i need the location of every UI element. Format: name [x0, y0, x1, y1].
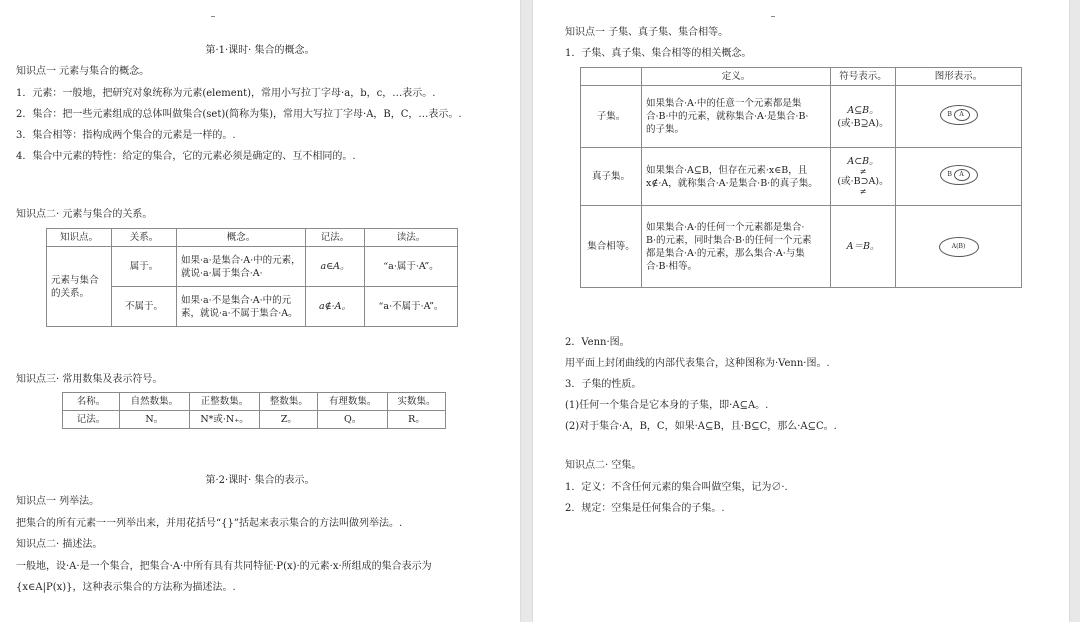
venn-diagram: [940, 165, 978, 185]
kp1-line: 2．集合：把一些元素组成的总体叫做集合(set)(简称为集)，常用大写拉丁字母·A，B，C，…表示。.: [16, 109, 462, 120]
table-cell: a∉·A。: [306, 287, 365, 327]
r-kp2-line: 2．规定：空集是任何集合的子集。.: [565, 503, 725, 514]
concept-line: 如果·a·不是集合·A·中的元: [181, 294, 292, 306]
venn-heading: 2．Venn·图。: [565, 337, 630, 348]
table-cell: 自然数集。: [120, 393, 190, 411]
table-cell: 真子集。: [581, 148, 642, 206]
venn-text: 用平面上封闭曲线的内部代表集合，这种图称为·Venn·图。.: [565, 358, 830, 369]
lesson2-title: 第·2·课时· 集合的表示。: [205, 475, 315, 486]
def-line: 合·B·相等。: [646, 260, 698, 272]
table-cell: [896, 206, 1022, 288]
def-line: 合·B·中的元素，就称集合·A·是集合·B·: [646, 111, 809, 122]
table-cell: Z。: [260, 411, 318, 429]
table-cell: N。: [120, 411, 190, 429]
venn-inner-label: A: [954, 169, 970, 181]
prop-line: (1)任何一个集合是它本身的子集，即·A⊆A。.: [565, 400, 769, 411]
symbol: A⊆B。: [847, 104, 879, 116]
table-cell: A＝B。: [831, 206, 896, 288]
venn-outer-label: B: [947, 170, 952, 178]
table-cell: [642, 148, 831, 206]
table-cell: 正整数集。: [189, 393, 260, 411]
kp3-heading: 知识点三· 常用数集及表示符号。: [16, 374, 163, 385]
table-header: 读法。: [365, 229, 458, 247]
table-cell: 整数集。: [260, 393, 318, 411]
header-mark: [771, 16, 775, 17]
header-mark: [211, 16, 215, 17]
kp4-text: 把集合的所有元素一一列举出来，并用花括号“{}”括起来表示集合的方法叫做列举法。.: [16, 518, 403, 529]
table-header: 符号表示。: [831, 68, 896, 86]
r-kp1-heading: 知识点一 子集、真子集、集合相等。: [565, 27, 729, 38]
subset-concept-table: [580, 67, 1022, 288]
table-header: 定义。: [642, 68, 831, 86]
table-cell: 有理数集。: [318, 393, 388, 411]
table-cell: [642, 86, 831, 148]
def-line: 都是集合·A·的元素，那么集合·A·与集: [646, 247, 805, 259]
symbol: (或·B⊃A)。: [837, 175, 889, 187]
table-cell: Q。: [318, 411, 388, 429]
table-header: 记法。: [306, 229, 365, 247]
table-header: 关系。: [112, 229, 177, 247]
kp1-line: 4．集合中元素的特性：给定的集合，它的元素必须是确定的、互不相同的。.: [16, 151, 356, 162]
symbol-neq: ≠: [859, 166, 867, 176]
def-line: 如果集合·A·的任何一个元素都是集合·: [646, 221, 805, 233]
table-header: 知识点。: [47, 229, 112, 247]
table-group-label: 元素与集合的关系。: [47, 247, 112, 327]
table-cell: [177, 247, 306, 287]
def-line: 如果集合·A⊆B，但存在元素·x∈B，且: [646, 164, 808, 176]
symbol: A⊂B。: [847, 155, 879, 167]
def-line: 如果集合·A·中的任意一个元素都是集: [646, 98, 802, 109]
venn-inner-label: A: [954, 109, 970, 121]
table-cell: 属于。: [112, 247, 177, 287]
table-cell: 集合相等。: [581, 206, 642, 288]
kp1-line: 3．集合相等：指构成两个集合的元素是一样的。.: [16, 130, 236, 141]
def-line: x∉·A，就称集合·A·是集合·B·的真子集。: [646, 177, 818, 189]
table-cell: [831, 148, 896, 206]
venn-outer-label: B: [947, 110, 952, 118]
table-cell: “a·属于·A”。: [365, 247, 458, 287]
symbol-neq: ≠: [859, 186, 867, 196]
prop-line: (2)对于集合·A，B，C，如果·A⊆B，且·B⊆C，那么·A⊆C。.: [565, 421, 837, 432]
table-cell: a∈A。: [306, 247, 365, 287]
r-kp2-line: 1．定义：不含任何元素的集合叫做空集，记为∅·.: [565, 482, 788, 493]
table-header: 名称。: [63, 393, 120, 411]
kp1-heading: 知识点一 元素与集合的概念。: [16, 66, 150, 77]
kp5-text: {x∈A|P(x)}，这种表示集合的方法称为描述法。.: [16, 582, 236, 593]
def-line: B·的元素，同时集合·B·的任何一个元素: [646, 234, 812, 246]
table-cell: R。: [388, 411, 446, 429]
lesson1-title: 第·1·课时· 集合的概念。: [205, 45, 315, 56]
symbol: (或·B⊇A)。: [837, 117, 889, 129]
table-header: 概念。: [177, 229, 306, 247]
left-page: [0, 0, 520, 622]
venn-diagram-equal: A(B): [939, 237, 979, 257]
table-cell: [177, 287, 306, 327]
table-cell: “a·不属于·A”。: [365, 287, 458, 327]
right-page: [533, 0, 1069, 622]
concept-line: 如果·a·是集合·A·中的元素，: [181, 254, 301, 266]
concept-line: 素，就说·a·不属于集合·A。: [181, 307, 298, 319]
kp5-heading: 知识点二· 描述法。: [16, 539, 103, 550]
element-set-relation-table: [46, 228, 458, 327]
kp5-text: 一般地，设·A·是一个集合，把集合·A·中所有具有共同特征·P(x)·的元素·x·所组成的集合表示为: [16, 561, 432, 572]
prop-heading: 3．子集的性质。: [565, 379, 642, 390]
table-cell: 子集。: [581, 86, 642, 148]
table-header: 图形表示。: [896, 68, 1022, 86]
venn-diagram: [940, 105, 978, 125]
table-header: [581, 68, 642, 86]
table-cell: 不属于。: [112, 287, 177, 327]
table-cell: N*或·N₊。: [189, 411, 260, 429]
table-cell: [642, 206, 831, 288]
kp1-line: 1．元素：一般地，把研究对象统称为元素(element)，常用小写拉丁字母·a，b，c，…表示。.: [16, 88, 436, 99]
table-cell: [896, 148, 1022, 206]
number-sets-table: [62, 392, 446, 429]
table-header: 记法。: [63, 411, 120, 429]
concept-line: 就说·a·属于集合·A·: [181, 267, 263, 279]
def-line: 的子集。: [646, 124, 685, 135]
kp4-heading: 知识点一 列举法。: [16, 496, 100, 507]
kp2-heading: 知识点二· 元素与集合的关系。: [16, 209, 153, 220]
r-kp2-heading: 知识点二· 空集。: [565, 460, 642, 471]
r-kp1-sub: 1．子集、真子集、集合相等的相关概念。: [565, 48, 752, 59]
table-cell: 实数集。: [388, 393, 446, 411]
table-cell: [896, 86, 1022, 148]
table-cell: [831, 86, 896, 148]
